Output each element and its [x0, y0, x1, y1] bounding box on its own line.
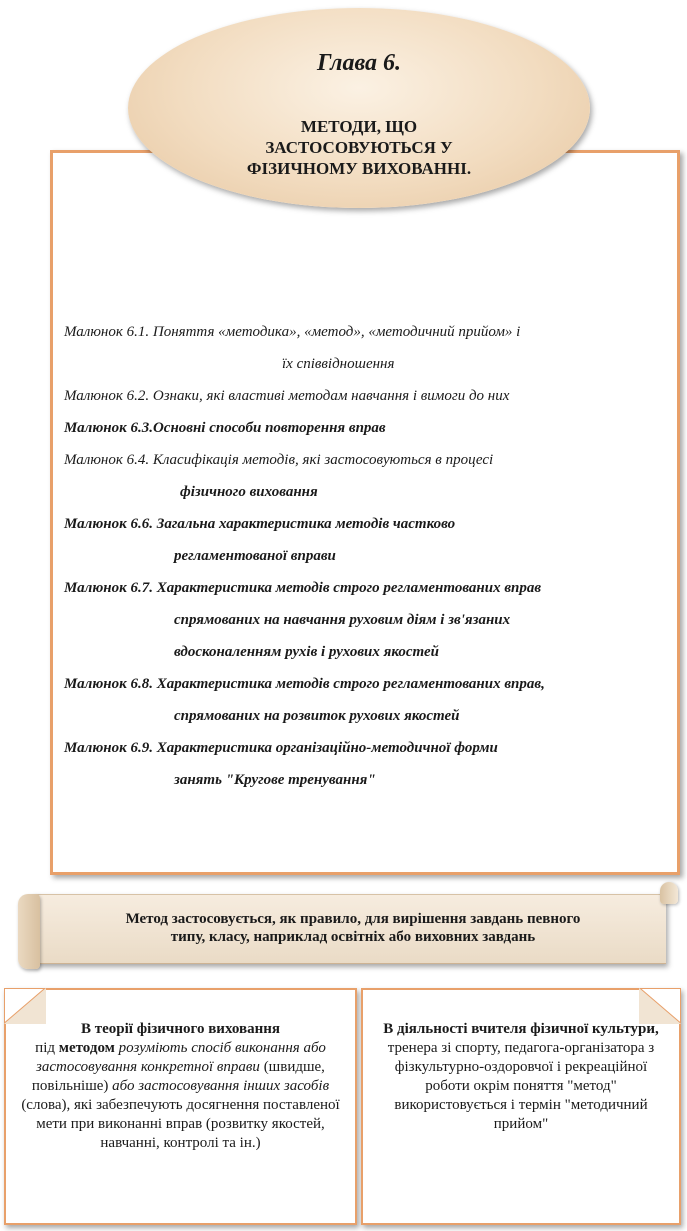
figure-item	[64, 508, 674, 572]
panel-fold-corner	[4, 988, 46, 1024]
figure-item	[64, 732, 674, 796]
teacher-panel	[361, 988, 681, 1225]
figure-item-line: вдосконаленням рухів і рухових якостей	[174, 644, 440, 660]
figure-item-line: регламентованої вправи	[174, 548, 336, 564]
theory-body-segment: або застосовування інших засобів	[112, 1078, 330, 1094]
banner-text-line: Метод застосовується, як правило, для вирішення завдань певного	[125, 911, 581, 927]
theory-body-segment: (швидше, повільніше)	[31, 1059, 325, 1094]
chapter-number: Глава 6.	[316, 50, 402, 76]
figure-item-line: Малюнок 6.3.Основні способи повторення вправ	[64, 420, 386, 436]
figure-item-line: їх співвідношення	[282, 356, 395, 372]
figure-item-line: занять "Кругове тренування"	[174, 772, 376, 788]
figure-item-line: Малюнок 6.1. Поняття «методика», «метод», «методичний прийом» і	[64, 324, 521, 340]
theory-body-segment: під	[35, 1040, 59, 1056]
banner-curl-right	[660, 882, 678, 904]
chapter-title-ellipse	[128, 8, 590, 208]
banner-text	[58, 910, 648, 946]
figure-item	[64, 668, 674, 732]
figure-item-line: фізичного виховання	[180, 484, 318, 500]
chapter-title-line: ФІЗИЧНОМУ ВИХОВАННІ.	[246, 159, 472, 178]
figure-item-line: спрямованих на розвиток рухових якостей	[174, 708, 460, 724]
chapter-title-line: МЕТОДИ, ЩО	[300, 117, 418, 136]
figure-item-line: Малюнок 6.9. Характеристика організаційно-методичної форми	[64, 740, 498, 756]
banner-text-line: типу, класу, наприклад освітніх або виховних завдань	[170, 929, 536, 945]
figure-list	[64, 316, 674, 796]
figure-item	[64, 412, 674, 444]
figure-item-line: спрямованих на навчання руховим діям і зв'язаних	[174, 612, 511, 628]
chapter-title	[208, 116, 510, 179]
method-banner	[18, 882, 678, 977]
figure-item-line: Малюнок 6.6. Загальна характеристика методів частково	[64, 516, 456, 532]
teacher-heading: В діяльності вчителя фізичної культури,	[383, 1021, 659, 1037]
figure-item	[64, 316, 674, 380]
theory-body-segment: методом	[58, 1040, 115, 1056]
figure-item-line: Малюнок 6.4. Класифікація методів, які застосовуються в процесі	[64, 452, 494, 468]
figure-item-line: Малюнок 6.2. Ознаки, які властиві методам навчання і вимоги до них	[64, 388, 510, 404]
teacher-body: тренера зі спорту, педагога-організатора з фізкультурно-оздоровчої і рекреаційної роботи окрім поняття "метод" використовується і термін "методичний прийом"	[387, 1040, 655, 1132]
figure-item	[64, 444, 674, 508]
theory-heading: В теорії фізичного виховання	[80, 1021, 280, 1037]
figure-item-line: Малюнок 6.8. Характеристика методів строго регламентованих вправ,	[64, 676, 545, 692]
figure-item	[64, 380, 674, 412]
theory-panel	[4, 988, 357, 1225]
figure-item-line: Малюнок 6.7. Характеристика методів строго регламентованих вправ	[64, 580, 542, 596]
banner-curl-left	[18, 894, 40, 969]
theory-body-segment: розуміють спосіб виконання або застосовування конкретної вправи	[36, 1040, 326, 1075]
teacher-panel-content	[377, 1020, 665, 1134]
chapter-title-line: ЗАСТОСОВУЮТЬСЯ У	[265, 138, 453, 157]
theory-body	[20, 1039, 341, 1153]
theory-body-segment: (слова), які забезпечують досягнення поставленої мети при виконанні вправ (розвитку якостей, навчанні, контролі та ін.)	[21, 1097, 340, 1151]
theory-panel-content	[20, 1020, 341, 1153]
panel-fold-corner	[639, 988, 681, 1024]
figure-item	[64, 572, 674, 668]
